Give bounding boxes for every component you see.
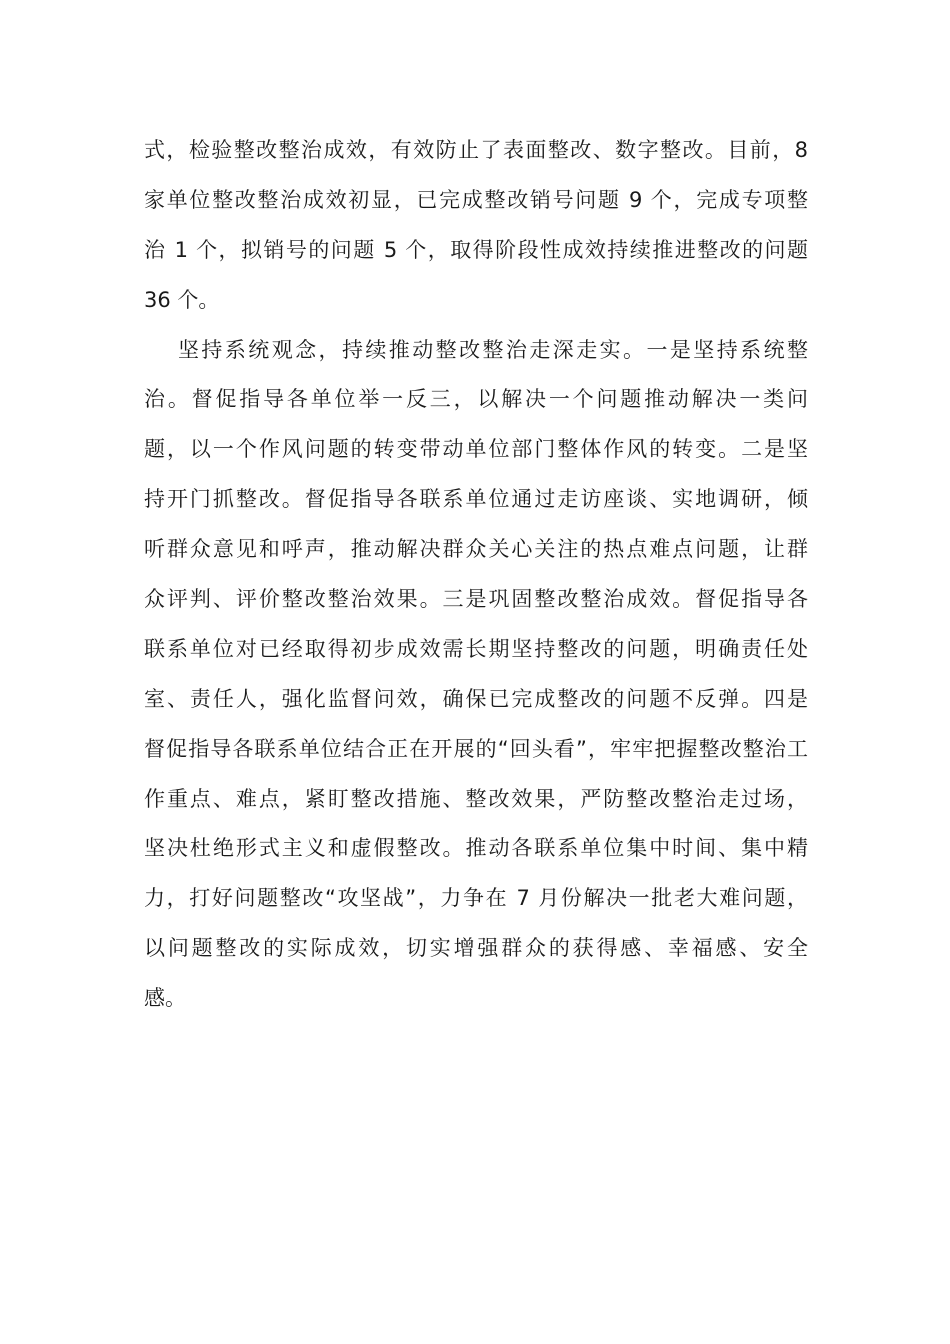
paragraph-line: 治 1 个，拟销号的问题 5 个，取得阶段性成效持续推进整改的问题 — [144, 237, 808, 262]
paragraph-line: 式，检验整改整治成效，有效防止了表面整改、数字整改。目前，8 — [144, 138, 808, 162]
paragraph-line: 持开门抓整改。督促指导各联系单位通过走访座谈、实地调研，倾 — [144, 487, 808, 512]
paragraph-2 — [144, 326, 808, 1024]
paragraph-line: 36 个。 — [144, 287, 220, 312]
paragraph-line: 家单位整改整治成效初显，已完成整改销号问题 9 个，完成专项整 — [144, 187, 808, 212]
paragraph-line: 坚持系统观念，持续推动整改整治走深走实。一是坚持系统整 — [178, 337, 808, 362]
paragraph-line: 以问题整改的实际成效，切实增强群众的获得感、幸福感、安全 — [144, 936, 808, 961]
paragraph-line: 室、责任人，强化监督问效，确保已完成整改的问题不反弹。四是 — [144, 686, 808, 711]
paragraph-line: 听群众意见和呼声，推动解决群众关心关注的热点难点问题，让群 — [144, 537, 808, 562]
paragraph-line: 坚决杜绝形式主义和虚假整改。推动各联系单位集中时间、集中精 — [144, 836, 808, 861]
paragraph-line: 众评判、评价整改整治效果。三是巩固整改整治成效。督促指导各 — [144, 587, 808, 612]
paragraph-line: 督促指导各联系单位结合正在开展的“回头看”，牢牢把握整改整治工 — [144, 736, 808, 761]
paragraph-line: 力，打好问题整改“攻坚战”，力争在 7 月份解决一批老大难问题， — [144, 886, 808, 911]
paragraph-line: 题，以一个作风问题的转变带动单位部门整体作风的转变。二是坚 — [144, 437, 808, 462]
paragraph-line: 感。 — [144, 986, 186, 1011]
document-body — [144, 126, 808, 1024]
paragraph-line: 联系单位对已经取得初步成效需长期坚持整改的问题，明确责任处 — [144, 636, 808, 661]
paragraph-line: 治。督促指导各单位举一反三，以解决一个问题推动解决一类问 — [144, 387, 808, 412]
paragraph-line: 作重点、难点，紧盯整改措施、整改效果，严防整改整治走过场， — [144, 786, 808, 811]
paragraph-1 — [144, 126, 808, 326]
